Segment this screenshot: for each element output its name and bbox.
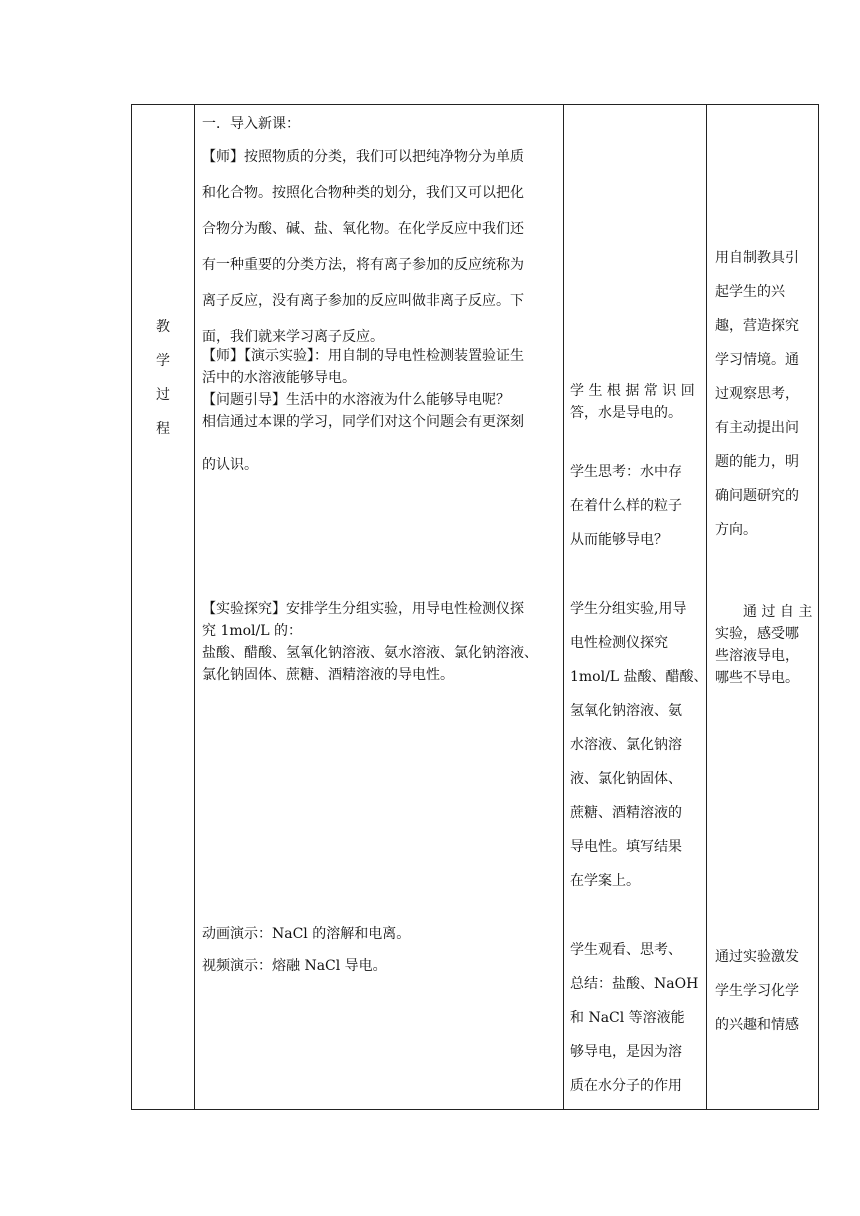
intent-inspire: 通过实验激发 学生学习化学 的兴趣和情感 xyxy=(715,949,799,1033)
student-group-experiment: 学生分组实验,用导 电性检测仪探究 1mol/L 盐酸、醋酸、 氢氧化钠溶液、氨 水溶液、氯化钠溶 液、氯化钠固体、 蔗糖、酒精溶液的 导电性。填写结果 在学案上。 xyxy=(570,601,708,889)
student-think: 学生思考：水中存 在着什么样的粒子 从而能够导电？ xyxy=(570,464,682,548)
stage-char: 教 xyxy=(156,319,170,335)
demo-paragraph-end: 的认识。 xyxy=(202,457,258,473)
student-answer: 学 生 根 据 常 识 回 答，水是导电的。 xyxy=(570,383,695,421)
stage-label xyxy=(132,310,194,446)
explore-paragraph: 【实验探究】安排学生分组实验，用导电性检测仪探 究 1mol/L 的： 盐酸、醋酸、氢氧化钠溶液、氨水溶液、氯化钠溶液、 氯化钠固体、蔗糖、酒精溶液的导电性。 xyxy=(202,601,538,683)
intent-tool: 用自制教具引 起学生的兴 趣，营造探究 学习情境。通 过观察思考， 有主动提出问 题的能力，明 确问题研究的 方向。 xyxy=(715,250,799,538)
stage-char: 学 xyxy=(156,353,170,369)
stage-char: 程 xyxy=(156,421,170,437)
intro-heading: 一．导入新课： xyxy=(202,116,300,132)
stage-char: 过 xyxy=(156,387,170,403)
demo-paragraph: 【师】【演示实验】：用自制的导电性检测装置验证生 活中的水溶液能够导电。 【问题引导】生活中的水溶液为什么能够导电呢？ 相信通过本课的学习，同学们对这个问题会有更深刻 xyxy=(202,348,524,430)
intro-paragraph: 【师】按照物质的分类，我们可以把纯净物分为单质 和化合物。按照化合物种类的划分，我们又可以把化 合物分为酸、碱、盐、氧化物。在化学反应中我们还 有一种重要的分类方法，将有离子参加的反应统称为 离子反应，没有离子参加的反应叫做非离子反应。下 面，我们就来学习离子反应。 xyxy=(202,149,524,345)
animation-paragraph: 动画演示：NaCl 的溶解和电离。 视频演示：熔融 NaCl 导电。 xyxy=(202,926,411,974)
lesson-plan-table xyxy=(131,104,819,1110)
column-divider xyxy=(563,105,564,1109)
column-divider xyxy=(194,105,195,1109)
student-observe: 学生观看、思考、 总结：盐酸、NaOH 和 NaCl 等溶液能 够导电，是因为溶 质在水分子的作用 xyxy=(570,942,699,1094)
intent-self-experiment: 通 过 自 主 实验，感受哪 些溶液导电， 哪些不导电。 xyxy=(715,604,813,686)
